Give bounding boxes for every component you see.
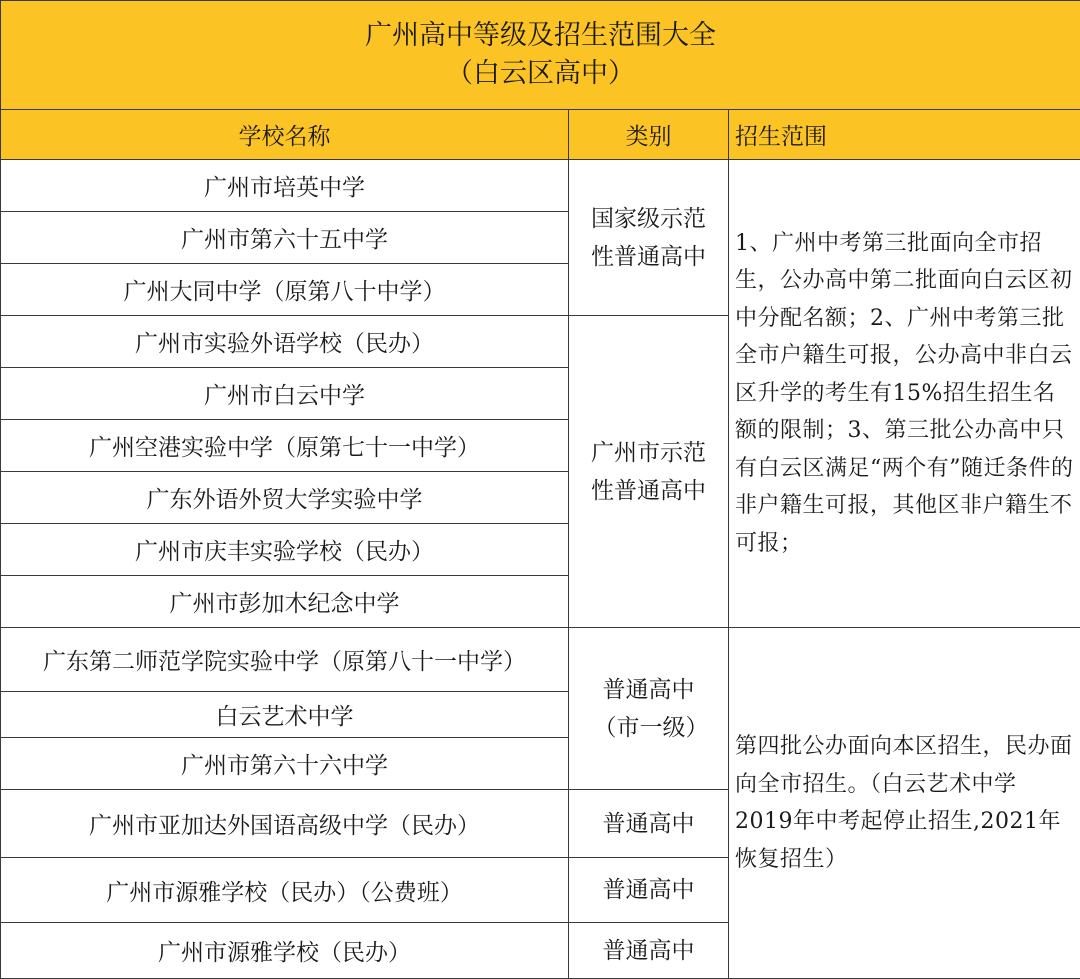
school-name: 广州空港实验中学（原第七十一中学） xyxy=(1,420,569,472)
school-name: 广州市培英中学 xyxy=(1,160,569,212)
school-name: 广州市庆丰实验学校（民办） xyxy=(1,524,569,576)
school-name: 广州市第六十五中学 xyxy=(1,212,569,264)
header-scope: 招生范围 xyxy=(729,110,1080,160)
school-name: 广州市源雅学校（民办） xyxy=(1,923,569,979)
header-category: 类别 xyxy=(569,110,729,160)
table-title xyxy=(1,1,1080,110)
scope-second xyxy=(729,628,1080,979)
category-text: 国家级示范性普通高中 xyxy=(583,200,715,276)
school-name: 广东第二师范学院实验中学（原第八十一中学） xyxy=(1,628,569,692)
category-text: 普通高中（市一级） xyxy=(594,671,704,747)
school-name: 广东外语外贸大学实验中学 xyxy=(1,472,569,524)
school-name: 白云艺术中学 xyxy=(1,692,569,738)
school-name: 广州市白云中学 xyxy=(1,368,569,420)
category-text: 广州市示范性普通高中 xyxy=(583,434,715,510)
category-normal: 普通高中 xyxy=(569,923,729,979)
category-normal: 普通高中 xyxy=(569,790,729,858)
category-city xyxy=(569,316,729,628)
school-name: 广州市彭加木纪念中学 xyxy=(1,576,569,628)
school-name: 广州市源雅学校（民办）（公费班） xyxy=(1,858,569,923)
school-name: 广州市亚加达外国语高级中学（民办） xyxy=(1,790,569,858)
scope-first-text: 1、广州中考第三批面向全市招生，公办高中第二批面向白云区初中分配名额；2、广州中考第三批全市户籍生可报，公办高中非白云区升学的考生有15%招生招生名额的限制；3、第三批公办高中只有白云区满足“两个有”随迁条件的非户籍生可报，其他区非户籍生不可报； xyxy=(735,225,1074,563)
scope-first xyxy=(729,160,1080,628)
header-school: 学校名称 xyxy=(1,110,569,160)
school-name: 广州市实验外语学校（民办） xyxy=(1,316,569,368)
school-name: 广州大同中学（原第八十中学） xyxy=(1,264,569,316)
school-name: 广州市第六十六中学 xyxy=(1,738,569,790)
scope-second-text: 第四批公办面向本区招生，民办面向全市招生。（白云艺术中学2019年中考起停止招生,2021年恢复招生） xyxy=(735,728,1074,878)
category-normal: 普通高中 xyxy=(569,858,729,923)
title-line-1: 广州高中等级及招生范围大全 xyxy=(1,17,1080,55)
category-national xyxy=(569,160,729,316)
title-line-2: （白云区高中） xyxy=(1,55,1080,93)
category-city-level xyxy=(569,628,729,790)
